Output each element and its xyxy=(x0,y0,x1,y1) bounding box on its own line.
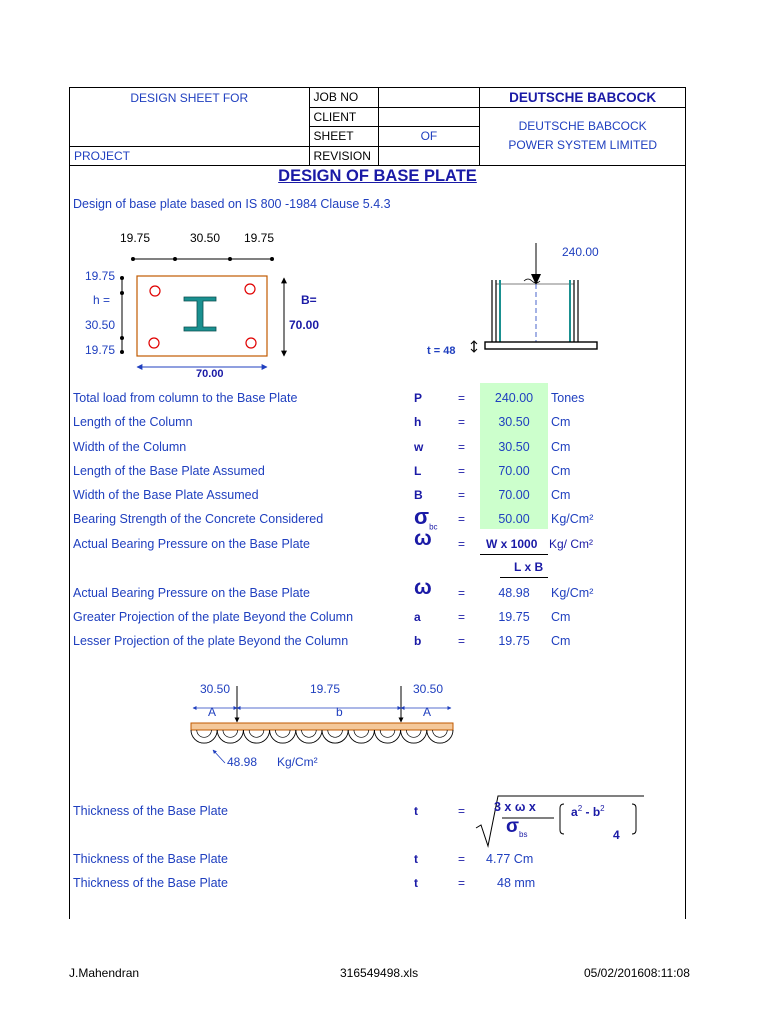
row-val-plate-width[interactable]: 70.00 xyxy=(498,488,530,502)
row-val-col-width[interactable]: 30.50 xyxy=(498,440,530,454)
row-val-pressure: 48.98 xyxy=(498,586,530,600)
row-val-load[interactable]: 240.00 xyxy=(494,391,534,405)
left-dim-1: 19.75 xyxy=(85,269,116,283)
b-term: b xyxy=(592,805,601,819)
pressure-value-label: 48.98 xyxy=(227,755,258,769)
scallop-outer xyxy=(348,730,374,743)
load-dim-2: 19.75 xyxy=(310,682,341,696)
thickness-a-squared xyxy=(571,804,605,819)
row-unit-load: Tones xyxy=(551,391,585,405)
row-eq-lesser-proj: = xyxy=(458,634,466,648)
plate-strip xyxy=(191,723,453,730)
scallop-inner xyxy=(433,730,448,737)
job-no-value[interactable] xyxy=(378,88,480,108)
pressure-formula-eq: = xyxy=(458,537,466,551)
scallop-inner xyxy=(328,730,343,737)
row-sym-plate-length: L xyxy=(414,464,422,478)
row-label-greater-proj: Greater Projection of the plate Beyond the Column xyxy=(73,610,354,624)
sigma-subscript: bc xyxy=(429,522,438,532)
top-dim-dot-3 xyxy=(228,257,232,261)
span-label-a-right: A xyxy=(423,705,432,719)
scallop-inner xyxy=(406,730,421,737)
footer-filename: 316549498.xls xyxy=(340,966,419,980)
pressure-scallops xyxy=(191,730,453,743)
span-label-a-left: A xyxy=(208,705,217,719)
scallop-outer xyxy=(374,730,400,743)
top-dim-3: 19.75 xyxy=(244,231,275,245)
footer-author: J.Mahendran xyxy=(69,966,140,980)
scallop-outer xyxy=(243,730,269,743)
left-dim-dot-1 xyxy=(120,276,124,280)
company-full-name xyxy=(480,107,686,166)
scallop-outer xyxy=(322,730,348,743)
scallop-inner xyxy=(275,730,290,737)
scallop-outer xyxy=(217,730,243,743)
base-plate-plan-sketch xyxy=(70,222,370,382)
row-label-lesser-proj: Lesser Projection of the plate Beyond the Column xyxy=(73,634,349,648)
row-label-load: Total load from column to the Base Plate xyxy=(73,391,298,405)
pressure-formula-underline xyxy=(500,577,548,578)
revision-label: REVISION xyxy=(309,146,378,166)
of-label: OF xyxy=(378,127,480,147)
scallop-outer xyxy=(296,730,322,743)
row-eq-bearing: = xyxy=(458,512,466,526)
pressure-formula-unit: Kg/ Cm² xyxy=(549,537,594,551)
row-label-plate-length: Length of the Base Plate Assumed xyxy=(73,464,265,478)
row-eq-col-width: = xyxy=(458,440,466,454)
left-dim-dot-3 xyxy=(120,336,124,340)
b-exponent: 2 xyxy=(600,804,605,813)
h-label: h = xyxy=(93,293,111,307)
row-sym-col-length: h xyxy=(414,415,422,429)
bracket-right xyxy=(632,804,636,834)
left-dim-dot-2 xyxy=(120,291,124,295)
top-dim-dot-2 xyxy=(173,257,177,261)
top-dim-dot-1 xyxy=(131,257,135,261)
thickness-den-sub: bs xyxy=(519,829,528,839)
load-dim-3: 30.50 xyxy=(413,682,444,696)
client-value[interactable] xyxy=(378,107,480,127)
row-label-col-width: Width of the Column xyxy=(73,440,187,454)
pressure-formula-fraction-bar xyxy=(480,554,548,555)
pressure-unit-label: Kg/Cm² xyxy=(277,755,318,769)
row-eq-plate-width: = xyxy=(458,488,466,502)
bracket-left xyxy=(560,804,564,834)
result-sym-cm: t xyxy=(414,852,418,866)
row-unit-lesser-proj: Cm xyxy=(551,634,571,648)
row-eq-pressure: = xyxy=(458,586,466,600)
row-eq-col-length: = xyxy=(458,415,466,429)
a-term: a xyxy=(571,805,578,819)
row-sym-col-width: w xyxy=(414,440,424,454)
row-label-bearing: Bearing Strength of the Concrete Considered xyxy=(73,512,324,526)
top-dim-1: 19.75 xyxy=(120,231,151,245)
scallop-outer xyxy=(401,730,427,743)
row-sym-greater-proj: a xyxy=(414,610,421,624)
page-title: DESIGN OF BASE PLATE xyxy=(278,167,477,185)
scallop-inner xyxy=(380,730,395,737)
span-label-b: b xyxy=(336,705,343,719)
row-val-col-length[interactable]: 30.50 xyxy=(498,415,530,429)
row-unit-plate-length: Cm xyxy=(551,464,571,478)
left-dim-3: 19.75 xyxy=(85,343,116,357)
scallop-outer xyxy=(427,730,453,743)
row-sym-lesser-proj: b xyxy=(414,634,422,648)
row-val-bearing[interactable]: 50.00 xyxy=(498,512,530,526)
design-sheet-blank-2 xyxy=(70,127,310,147)
top-dim-2: 30.50 xyxy=(190,231,221,245)
project-label: PROJECT xyxy=(70,146,310,166)
base-plate-elevation xyxy=(485,342,597,349)
row-unit-col-width: Cm xyxy=(551,440,571,454)
company-name: DEUTSCHE BABCOCK xyxy=(480,88,686,108)
row-label-pressure: Actual Bearing Pressure on the Base Plate xyxy=(73,586,310,600)
design-sheet-for: DESIGN SHEET FOR xyxy=(70,88,310,108)
thickness-formula-eq: = xyxy=(458,804,466,818)
row-sym-plate-width: B xyxy=(414,488,423,502)
b-label: B= xyxy=(301,293,317,307)
pressure-distribution-sketch xyxy=(185,678,465,783)
row-val-plate-length[interactable]: 70.00 xyxy=(498,464,530,478)
pressure-formula-label: Actual Bearing Pressure on the Base Plate xyxy=(73,537,310,551)
row-unit-col-length: Cm xyxy=(551,415,571,429)
result-eq-mm: = xyxy=(458,876,466,890)
row-eq-load: = xyxy=(458,391,466,405)
title-wrap xyxy=(69,167,686,186)
row-label-col-length: Length of the Column xyxy=(73,415,193,429)
pressure-leader xyxy=(213,750,225,763)
scallop-inner xyxy=(354,730,369,737)
company-full-line-2: POWER SYSTEM LIMITED xyxy=(508,138,657,153)
row-val-greater-proj: 19.75 xyxy=(498,610,530,624)
row-sym-pressure: ω xyxy=(414,576,432,599)
result-label-mm: Thickness of the Base Plate xyxy=(73,876,228,890)
scallop-outer xyxy=(270,730,296,743)
row-unit-plate-width: Cm xyxy=(551,488,571,502)
design-sheet-blank xyxy=(70,107,310,127)
result-label-cm: Thickness of the Base Plate xyxy=(73,852,228,866)
row-unit-bearing: Kg/Cm² xyxy=(551,512,594,526)
row-eq-greater-proj: = xyxy=(458,610,466,624)
job-no-label: JOB NO xyxy=(309,88,378,108)
a-exponent: 2 xyxy=(577,804,583,813)
row-eq-plate-length: = xyxy=(458,464,466,478)
scallop-outer xyxy=(191,730,217,743)
column-elevation-sketch xyxy=(420,238,620,363)
row-unit-pressure: Kg/Cm² xyxy=(551,586,594,600)
top-dim-dot-4 xyxy=(270,257,274,261)
thickness-numerator: 3 x ω x xyxy=(494,800,536,814)
load-value: 240.00 xyxy=(562,245,599,259)
header-table xyxy=(69,87,686,166)
thickness-formula-sym: t xyxy=(414,804,418,818)
b-value: 70.00 xyxy=(289,318,320,332)
result-eq-cm: = xyxy=(458,852,466,866)
left-dim-dot-4 xyxy=(120,350,124,354)
client-label: CLIENT xyxy=(309,107,378,127)
company-full-line-1: DEUTSCHE BABCOCK xyxy=(518,119,647,134)
row-val-lesser-proj: 19.75 xyxy=(498,634,530,648)
result-sym-mm: t xyxy=(414,876,418,890)
scallop-inner xyxy=(197,730,212,737)
pressure-formula-numerator: W x 1000 xyxy=(486,537,538,551)
pressure-formula-sym: ω xyxy=(414,527,432,550)
sigma-symbol: σ xyxy=(414,504,430,529)
minus-term: - xyxy=(582,805,593,819)
scallop-inner xyxy=(223,730,238,737)
subtitle: Design of base plate based on IS 800 -1984 Clause 5.4.3 xyxy=(73,197,391,211)
thickness-den-sigma: σ xyxy=(506,816,519,837)
row-unit-greater-proj: Cm xyxy=(551,610,571,624)
pressure-formula-denominator: L x B xyxy=(514,560,544,574)
result-val-cm: 4.77 Cm xyxy=(486,852,534,866)
left-dim-2: 30.50 xyxy=(85,318,116,332)
scallop-inner xyxy=(302,730,317,737)
scallop-inner xyxy=(249,730,264,737)
thickness-label: t = 48 xyxy=(427,345,456,357)
thickness-formula-label: Thickness of the Base Plate xyxy=(73,804,228,818)
revision-value[interactable] xyxy=(378,146,480,166)
result-val-mm: 48 mm xyxy=(497,876,536,890)
thickness-denominator xyxy=(506,816,527,839)
sheet-label: SHEET xyxy=(309,127,378,147)
load-dim-1: 30.50 xyxy=(200,682,231,696)
bottom-dim-value: 70.00 xyxy=(196,368,224,380)
row-sym-load: P xyxy=(414,391,423,405)
thickness-four: 4 xyxy=(613,828,620,842)
row-label-plate-width: Width of the Base Plate Assumed xyxy=(73,488,259,502)
footer-datetime: 05/02/201608:11:08 xyxy=(584,966,690,980)
